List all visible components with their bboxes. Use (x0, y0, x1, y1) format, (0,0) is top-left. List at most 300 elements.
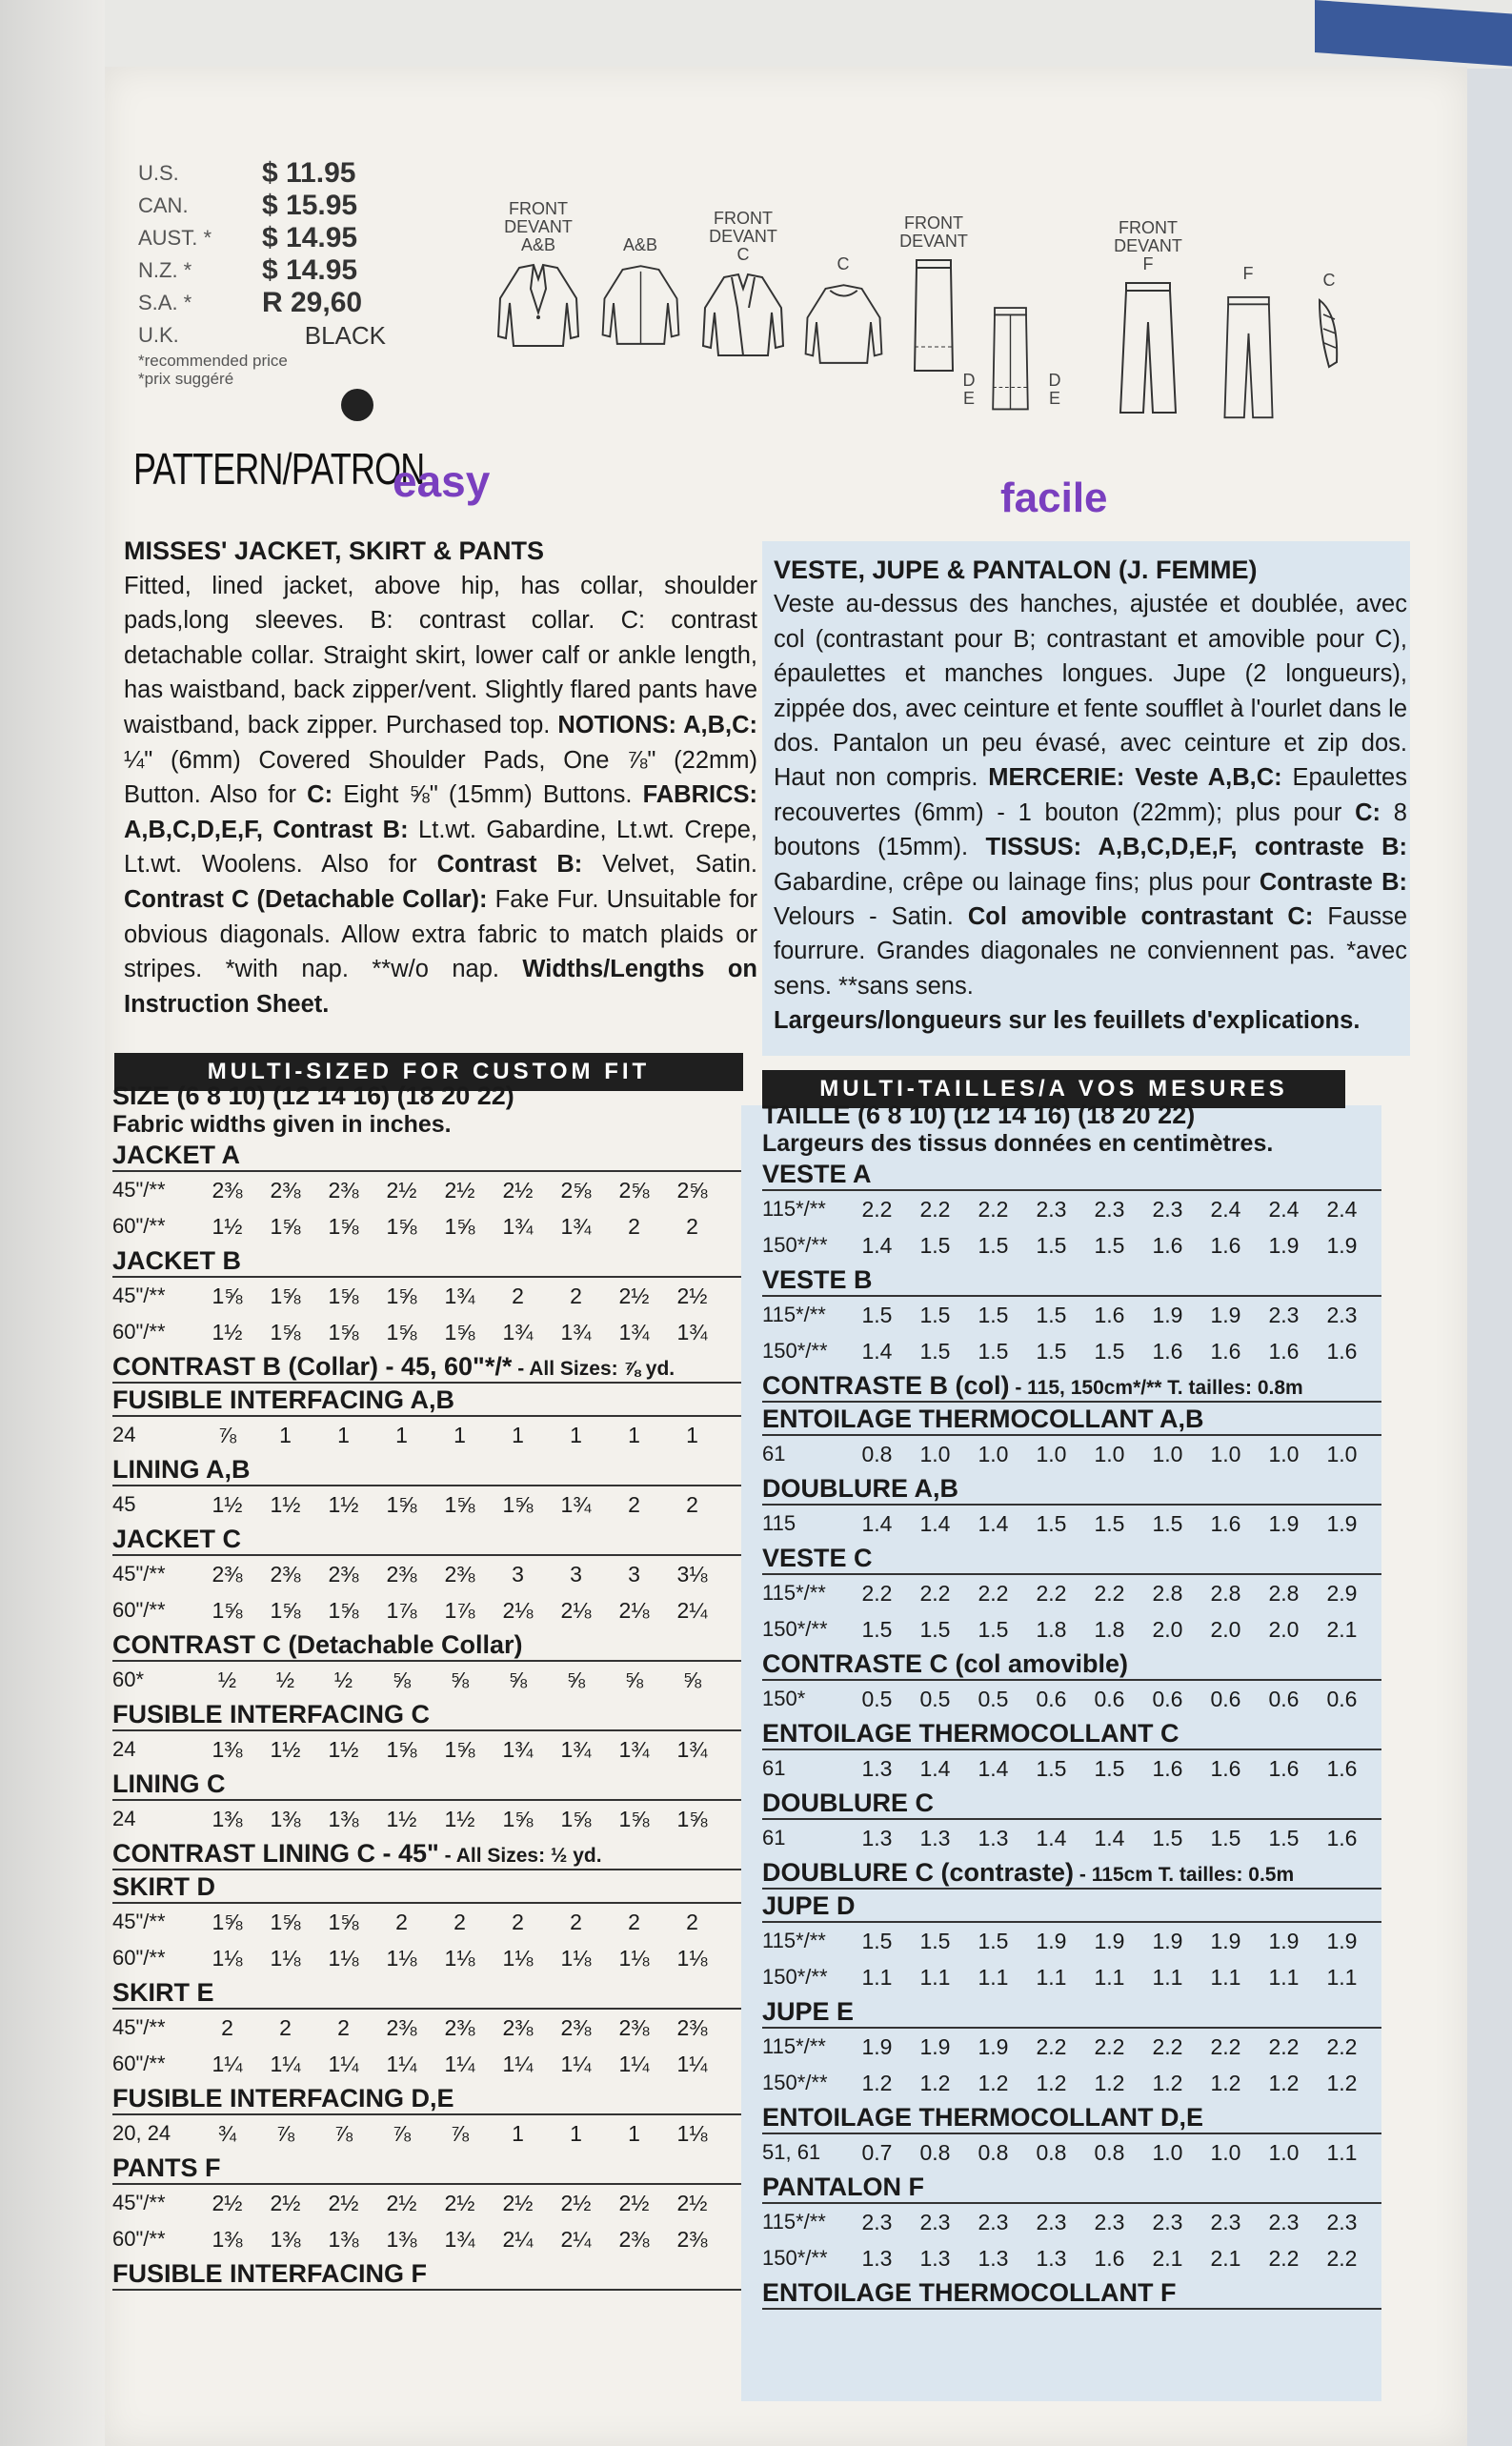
fabric-width: 45"/** (112, 2191, 166, 2214)
yardage-value: 2.3 (1152, 1196, 1183, 1222)
yardage-value: 1¼ (560, 2051, 592, 2076)
garment-drawings (476, 191, 1429, 438)
yardage-value: 2⅜ (618, 2014, 650, 2040)
section-title (762, 1891, 1381, 1923)
price-amount: $ 14.95 (262, 254, 358, 286)
letter-e: E (962, 389, 975, 408)
yardage-value: 1⅜ (212, 1736, 243, 1762)
yardage-value: 1.3 (861, 1755, 893, 1781)
yardage-value: 1⅝ (386, 1319, 417, 1344)
yardage-value: 2.3 (1326, 2209, 1358, 2234)
yardage-value: 2.2 (1036, 1580, 1067, 1606)
yardage-value: 2.3 (1094, 2209, 1125, 2234)
yardage-value: 0.6 (1268, 1686, 1300, 1711)
yardage-value: 1.4 (861, 1232, 893, 1258)
section-name: CONTRAST LINING C - 45" (112, 1839, 439, 1868)
yardage-value: 1½ (270, 1491, 301, 1517)
yardage-value: 1.3 (1036, 2245, 1067, 2271)
yardage-value: 1.5 (978, 1232, 1009, 1258)
section-title (112, 1455, 741, 1486)
col-amovible-label: Col amovible contrastant C: (967, 903, 1314, 931)
yardage-value: 2.2 (978, 1580, 1009, 1606)
envelope-right-edge (1467, 69, 1512, 2446)
price-amount: R 29,60 (262, 287, 363, 318)
widths-note: Widths/Lengths on Instruction Sheet. (124, 956, 757, 1018)
yardage-value: 2⅜ (444, 2014, 475, 2040)
view-front-pants (1096, 219, 1200, 417)
yardage-value: 1.0 (1152, 2139, 1183, 2165)
yardage-value: 1.5 (1036, 1510, 1067, 1536)
yardage-value: 1⅝ (386, 1736, 417, 1762)
yardage-value: 0.8 (1036, 2139, 1067, 2165)
view-label: FRONT DEVANT F (1114, 218, 1182, 273)
yardage-value: 1⅝ (270, 1597, 301, 1623)
table-row (112, 1731, 741, 1768)
view-label: C (837, 254, 850, 273)
yardage-value: 1⅝ (328, 1319, 359, 1344)
section-name: JACKET B (112, 1246, 242, 1275)
yardage-value: 1¾ (560, 1491, 592, 1517)
price-country: S.A. * (138, 291, 192, 314)
yardage-value: 1.0 (1268, 1441, 1300, 1466)
yardage-value: 2⅜ (270, 1561, 301, 1587)
yardage-value: 2 (512, 1909, 524, 1934)
yardage-value: 2⅛ (502, 1597, 534, 1623)
section-note: - All Sizes: ⅞ yd. (512, 1358, 675, 1380)
yardage-value: 1.5 (978, 1302, 1009, 1327)
skirt-length-letters-back (1043, 372, 1066, 408)
yardage-value: 1.0 (1094, 1441, 1125, 1466)
section-note: - 115, 150cm*/** T. tailles: 0.8m (1009, 1377, 1303, 1399)
description-body: Veste au-dessus des hanches, ajustée et doublée, avec col (contrastant pour B; contrastant et amovible pour C), épaulettes et manches longues. Jupe (2 longueurs), zippée dos, avec ceinture et fente soufflet à l'ourlet dans le dos. Pantalon un peu évasé, avec ceinture et zip dos. Haut non compris. (774, 591, 1407, 792)
table-row (762, 1820, 1381, 1856)
yardage-value: 2½ (386, 1177, 417, 1203)
c-text: Eight ⅝" (15mm) Buttons. (343, 781, 633, 809)
yardage-value: 1.3 (861, 2245, 893, 2271)
section-note: - All Sizes: ½ yd. (438, 1845, 602, 1867)
yardage-value: 1⅝ (328, 1283, 359, 1308)
section-title (762, 1649, 1381, 1681)
view-label: FRONT DEVANT A&B (504, 199, 573, 254)
view-label: F (1242, 264, 1254, 283)
yardage-value: 1⅜ (270, 2226, 301, 2252)
yardage-value: 2.2 (861, 1196, 893, 1222)
yardage-value: 1.5 (1152, 1510, 1183, 1536)
fabric-width: 115*/** (762, 2034, 826, 2058)
yardage-value: 1⅛ (676, 1945, 708, 1971)
yardage-value: ⅞ (275, 2120, 295, 2146)
yardage-value: 1 (570, 1422, 582, 1447)
yardage-value: 1⅝ (270, 1909, 301, 1934)
yardage-value: 1⅝ (212, 1283, 243, 1308)
yardage-value: 1⅛ (444, 1945, 475, 1971)
section-name: VESTE A (762, 1160, 872, 1188)
section-name: JACKET C (112, 1525, 242, 1553)
yardage-value: 1⅛ (676, 2120, 708, 2146)
yardage-value: 1.6 (1210, 1510, 1241, 1536)
yardage-value: 1⅝ (502, 1806, 534, 1831)
fabric-width: 60"/** (112, 1214, 166, 1238)
yardage-value: 1.9 (978, 2033, 1009, 2059)
yardage-value: 1⅝ (444, 1736, 475, 1762)
yardage-value: 1⅛ (560, 1945, 592, 1971)
yardage-value: 1¾ (618, 1319, 650, 1344)
yardage-value: ⅝ (682, 1667, 702, 1692)
c-label: C: (1355, 798, 1381, 826)
yardage-value: 1¼ (444, 2051, 475, 2076)
yardage-value: 2.1 (1152, 2245, 1183, 2271)
yardage-value: 2.2 (861, 1580, 893, 1606)
yardage-value: 1⅝ (676, 1806, 708, 1831)
yardage-value: 2½ (328, 2190, 359, 2215)
yardage-value: 1¼ (386, 2051, 417, 2076)
yardage-value: 1.3 (919, 1825, 951, 1850)
yardage-value: 1.1 (1036, 1964, 1067, 1990)
yardage-value: 1.2 (1152, 2070, 1183, 2095)
yardage-value: 2 (337, 2014, 350, 2040)
fabric-width: 45"/** (112, 2015, 166, 2039)
yardage-value: 1 (454, 1422, 466, 1447)
yardage-value: 1.5 (1094, 1510, 1125, 1536)
fabric-width-note: Largeurs des tissus données en centimètres. (762, 1130, 1274, 1157)
yardage-value: 1.9 (861, 2033, 893, 2059)
yardage-value: 1½ (386, 1806, 417, 1831)
english-yardage-table (112, 1081, 741, 2291)
yardage-value: 1⅝ (386, 1283, 417, 1308)
yardage-value: 1¼ (676, 2051, 708, 2076)
yardage-value: 1.2 (978, 2070, 1009, 2095)
price-row (138, 190, 386, 222)
yardage-value: 2.8 (1152, 1580, 1183, 1606)
yardage-value: 2½ (676, 2190, 708, 2215)
section-title (112, 2153, 741, 2185)
yardage-value: 1.0 (1152, 1441, 1183, 1466)
view-label: C (1322, 271, 1336, 290)
yardage-value: 1.9 (1036, 1928, 1067, 1953)
yardage-value: 2½ (444, 1177, 475, 1203)
yardage-value: 2.3 (1036, 2209, 1067, 2234)
yardage-value: 1 (395, 1422, 408, 1447)
yardage-value: 0.7 (861, 2139, 893, 2165)
yardage-value: 1.9 (1210, 1928, 1241, 1953)
table-row (762, 1297, 1381, 1333)
yardage-value: 1½ (212, 1319, 243, 1344)
contrast-b-text: Velvet, Satin. (602, 851, 757, 879)
section-name: ENTOILAGE THERMOCOLLANT C (762, 1719, 1179, 1748)
section-title (762, 1789, 1381, 1820)
price-country: AUST. * (138, 226, 212, 250)
yardage-value: 1⅞ (444, 1597, 475, 1623)
yardage-value: 2.0 (1210, 1616, 1241, 1642)
section-name: VESTE C (762, 1544, 873, 1572)
yardage-value: 1¼ (502, 2051, 534, 2076)
yardage-value: 1.0 (1210, 1441, 1241, 1466)
section-title (112, 1246, 741, 1278)
section-name: JACKET A (112, 1141, 241, 1169)
jacket-c-back-icon (798, 279, 889, 370)
yardage-value: 1.0 (1036, 1441, 1067, 1466)
yardage-value: 2.2 (978, 1196, 1009, 1222)
table-row (112, 1314, 741, 1350)
yardage-value: 2⅛ (560, 1597, 592, 1623)
yardage-value: 2 (686, 1491, 698, 1517)
fabric-width: 150* (762, 1687, 806, 1710)
contraste-b-label: Contraste B: (1259, 868, 1407, 896)
yardage-value: 3 (512, 1561, 524, 1587)
table-row (112, 1486, 741, 1523)
yardage-value: 2⅜ (560, 2014, 592, 2040)
yardage-value: 1¾ (676, 1736, 708, 1762)
yardage-value: 0.5 (919, 1686, 951, 1711)
table-row (762, 1959, 1381, 1995)
yardage-value: 1.9 (1326, 1928, 1358, 1953)
yardage-value: 1.5 (919, 1338, 951, 1364)
yardage-value: 1⅝ (212, 1909, 243, 1934)
yardage-value: 1¾ (502, 1319, 534, 1344)
view-front-jacket-ab (486, 200, 591, 351)
tissus-text: Gabardine, crêpe ou lainage fins; plus pour (774, 868, 1251, 896)
section-name: FUSIBLE INTERFACING C (112, 1700, 431, 1728)
table-row (762, 2134, 1381, 2171)
yardage-value: 1.6 (1210, 1232, 1241, 1258)
yardage-value: 2.2 (1268, 2033, 1300, 2059)
yardage-value: 1⅝ (328, 1213, 359, 1239)
yardage-value: 1½ (444, 1806, 475, 1831)
yardage-value: 1.6 (1326, 1825, 1358, 1850)
c-label: C: (307, 781, 333, 809)
yardage-value: 2¼ (560, 2226, 592, 2252)
yardage-value: 2.1 (1210, 2245, 1241, 2271)
fabric-width: 150*/** (762, 2071, 828, 2094)
yardage-value: 2½ (618, 2190, 650, 2215)
section-title (762, 1265, 1381, 1297)
yardage-value: 1¾ (560, 1736, 592, 1762)
yardage-value: 1⅝ (270, 1319, 301, 1344)
table-row (112, 2010, 741, 2046)
view-label: FRONT DEVANT C (709, 209, 777, 264)
fabric-width: 45 (112, 1492, 136, 1516)
yardage-value: 1.9 (1210, 1302, 1241, 1327)
yardage-value: 2¼ (676, 1597, 708, 1623)
yardage-value: 0.6 (1326, 1686, 1358, 1711)
yardage-value: 1.2 (1326, 2070, 1358, 2095)
yardage-value: 2.3 (1268, 2209, 1300, 2234)
fabric-width: 115*/** (762, 1197, 826, 1221)
skirt-front-icon (905, 256, 962, 380)
yardage-value: 0.8 (861, 1441, 893, 1466)
yardage-value: 0.6 (1094, 1686, 1125, 1711)
size-row: TAILLE (6 8 10) (12 14 16) (18 20 22) (762, 1101, 1196, 1129)
contraste-b-text: Velours - Satin. (774, 903, 954, 931)
fabric-width: 45"/** (112, 1910, 166, 1933)
yardage-value: 1.1 (1152, 1964, 1183, 1990)
view-label: A&B (622, 235, 658, 254)
yardage-value: 1.4 (1094, 1825, 1125, 1850)
skirt-back-icon (984, 299, 1037, 423)
tissus-label: TISSUS: A,B,C,D,E,F, contraste B: (985, 834, 1407, 861)
yardage-value: 2.3 (978, 2209, 1009, 2234)
yardage-value: 1.0 (978, 1441, 1009, 1466)
section-title (762, 1544, 1381, 1575)
yardage-value: 1⅝ (270, 1283, 301, 1308)
yardage-value: 1.0 (1268, 2139, 1300, 2165)
yardage-value: 2.9 (1326, 1580, 1358, 1606)
yardage-value: 1 (279, 1422, 292, 1447)
fabric-width: 24 (112, 1423, 136, 1446)
table-row (112, 1172, 741, 1208)
fabric-width: 60"/** (112, 2052, 166, 2075)
yardage-value: 1.2 (861, 2070, 893, 2095)
contrast-c-text: Fake Fur. Unsuitable for obvious diagonals. Allow extra fabric to match plaids or stripes. *with nap. **w/o nap. (124, 885, 757, 983)
table-row (762, 1750, 1381, 1787)
fabric-width: 150*/** (762, 1339, 828, 1363)
fabric-width: 60"/** (112, 1598, 166, 1622)
yardage-value: ⅝ (624, 1667, 644, 1692)
yardage-value: 0.8 (978, 2139, 1009, 2165)
yardage-value: 1.6 (1326, 1338, 1358, 1364)
yardage-value: 1⅝ (386, 1213, 417, 1239)
yardage-value: 1.1 (1210, 1964, 1241, 1990)
yardage-value: 1.5 (978, 1616, 1009, 1642)
yardage-value: 2⅜ (386, 2014, 417, 2040)
table-row (762, 1611, 1381, 1648)
table-row (762, 1923, 1381, 1959)
fabric-width: 24 (112, 1737, 136, 1761)
yardage-value: 2½ (676, 1283, 708, 1308)
yardage-value: 1⅜ (328, 2226, 359, 2252)
jacket-ab-front-icon (491, 260, 586, 351)
yardage-value: 1½ (328, 1491, 359, 1517)
yardage-value: 1.5 (1036, 1755, 1067, 1781)
yardage-value: 1.9 (1268, 1928, 1300, 1953)
yardage-value: 0.5 (861, 1686, 893, 1711)
price-note: *recommended price (138, 352, 288, 370)
yardage-value: 1.6 (1268, 1755, 1300, 1781)
yardage-value: 1⅝ (328, 1909, 359, 1934)
view-back-jacket-ab (593, 236, 688, 351)
table-row (762, 1575, 1381, 1611)
section-name: FUSIBLE INTERFACING F (112, 2259, 427, 2288)
yardage-value: 2.0 (1152, 1616, 1183, 1642)
yardage-value: 1⅞ (386, 1597, 417, 1623)
yardage-value: 2.2 (1268, 2245, 1300, 2271)
yardage-value: 2 (454, 1909, 466, 1934)
view-label: FRONT DEVANT (899, 213, 968, 251)
yardage-value: 1⅝ (444, 1491, 475, 1517)
fabric-width: 61 (762, 1442, 786, 1466)
widths-note: Largeurs/longueurs sur les feuillets d'explications. (774, 1007, 1361, 1035)
description-title: MISSES' JACKET, SKIRT & PANTS (124, 536, 544, 565)
description-body: Fitted, lined jacket, above hip, has collar, shoulder pads,long sleeves. B: contrast collar. C: contrast detachable collar. Straight skirt, lower calf or ankle length, has waistband, back zipper/vent. Slightly flared pants have waistband, back zipper. Purchased top. (124, 572, 757, 738)
yardage-value: 3 (570, 1561, 582, 1587)
table-row (112, 1801, 741, 1837)
price-country: U.K. (138, 323, 179, 347)
yardage-value: 1⅜ (386, 2226, 417, 2252)
mercerie-text: Epaulettes recouvertes (6mm) - 1 bouton (22mm); plus pour (774, 764, 1407, 826)
notions-text: ¼" (6mm) Covered Shoulder Pads, One ⅞" (22mm) Button. Also for (124, 746, 757, 809)
view-front-skirt (896, 214, 972, 380)
yardage-value: 1.8 (1094, 1616, 1125, 1642)
yardage-value: 1.9 (1268, 1232, 1300, 1258)
yardage-value: 0.6 (1210, 1686, 1241, 1711)
yardage-value: 2⅜ (676, 2014, 708, 2040)
section-name: ENTOILAGE THERMOCOLLANT F (762, 2278, 1177, 2307)
table-row (762, 1681, 1381, 1717)
yardage-value: 1.6 (1326, 1755, 1358, 1781)
yardage-value: 1¾ (560, 1213, 592, 1239)
yardage-value: 1.5 (919, 1232, 951, 1258)
section-title (762, 1719, 1381, 1750)
yardage-value: 1.6 (1152, 1338, 1183, 1364)
yardage-value: ⅝ (508, 1667, 528, 1692)
yardage-value: 2⅜ (386, 1561, 417, 1587)
yardage-value: 1¾ (618, 1736, 650, 1762)
yardage-value: 1.1 (919, 1964, 951, 1990)
yardage-value: 1.0 (1210, 2139, 1241, 2165)
section-title (762, 1371, 1381, 1403)
yardage-value: 2⅜ (502, 2014, 534, 2040)
yardage-value: 2.2 (1036, 2033, 1067, 2059)
section-title (112, 1525, 741, 1556)
fabrics-label: FABRICS: A,B,C,D,E,F, (124, 781, 758, 843)
price-amount: $ 14.95 (262, 222, 358, 253)
fabric-width: 115*/** (762, 2210, 826, 2234)
section-name: DOUBLURE A,B (762, 1474, 958, 1503)
yardage-value: 1.5 (1036, 1302, 1067, 1327)
section-title (112, 1141, 741, 1172)
pants-back-icon (1218, 289, 1280, 427)
section-title (112, 1839, 741, 1870)
yardage-value: 2⅜ (328, 1177, 359, 1203)
description-english (124, 534, 757, 1021)
yardage-value: 1.5 (919, 1928, 951, 1953)
yardage-value: 2½ (618, 1283, 650, 1308)
yardage-value: 1½ (212, 1491, 243, 1517)
section-name: LINING C (112, 1769, 226, 1798)
yardage-value: 2⅝ (560, 1177, 592, 1203)
section-name: PANTS F (112, 2153, 221, 2182)
yardage-value: 2.8 (1210, 1580, 1241, 1606)
yardage-value: 2⅜ (676, 2226, 708, 2252)
description-title: VESTE, JUPE & PANTALON (J. FEMME) (774, 556, 1258, 584)
section-title (112, 1700, 741, 1731)
price-row (138, 157, 386, 190)
yardage-value: 1.1 (1326, 1964, 1358, 1990)
section-name: JUPE E (762, 1997, 855, 2026)
yardage-value: 1.2 (919, 2070, 951, 2095)
yardage-value: 1.5 (919, 1302, 951, 1327)
black-dot-icon (341, 389, 373, 421)
section-name: CONTRAST C (Detachable Collar) (112, 1630, 523, 1659)
yardage-value: 2.3 (1210, 2209, 1241, 2234)
yardage-value: 2.0 (1268, 1616, 1300, 1642)
section-title (112, 2084, 741, 2115)
fabric-width: 20, 24 (112, 2121, 171, 2145)
yardage-value: 1.6 (1094, 2245, 1125, 2271)
yardage-value: 1.1 (1094, 1964, 1125, 1990)
yardage-value: 1.5 (1036, 1338, 1067, 1364)
section-name: FUSIBLE INTERFACING D,E (112, 2084, 454, 2112)
yardage-value: 1½ (328, 1736, 359, 1762)
fabric-width: 150*/** (762, 1233, 828, 1257)
yardage-value: 1.6 (1152, 1755, 1183, 1781)
table-row (112, 1556, 741, 1592)
yardage-value: 1¼ (618, 2051, 650, 2076)
yardage-value: 0.8 (1094, 2139, 1125, 2165)
yardage-value: 1.4 (978, 1510, 1009, 1536)
yardage-value: 1.3 (978, 1825, 1009, 1850)
yardage-value: 1⅝ (444, 1213, 475, 1239)
